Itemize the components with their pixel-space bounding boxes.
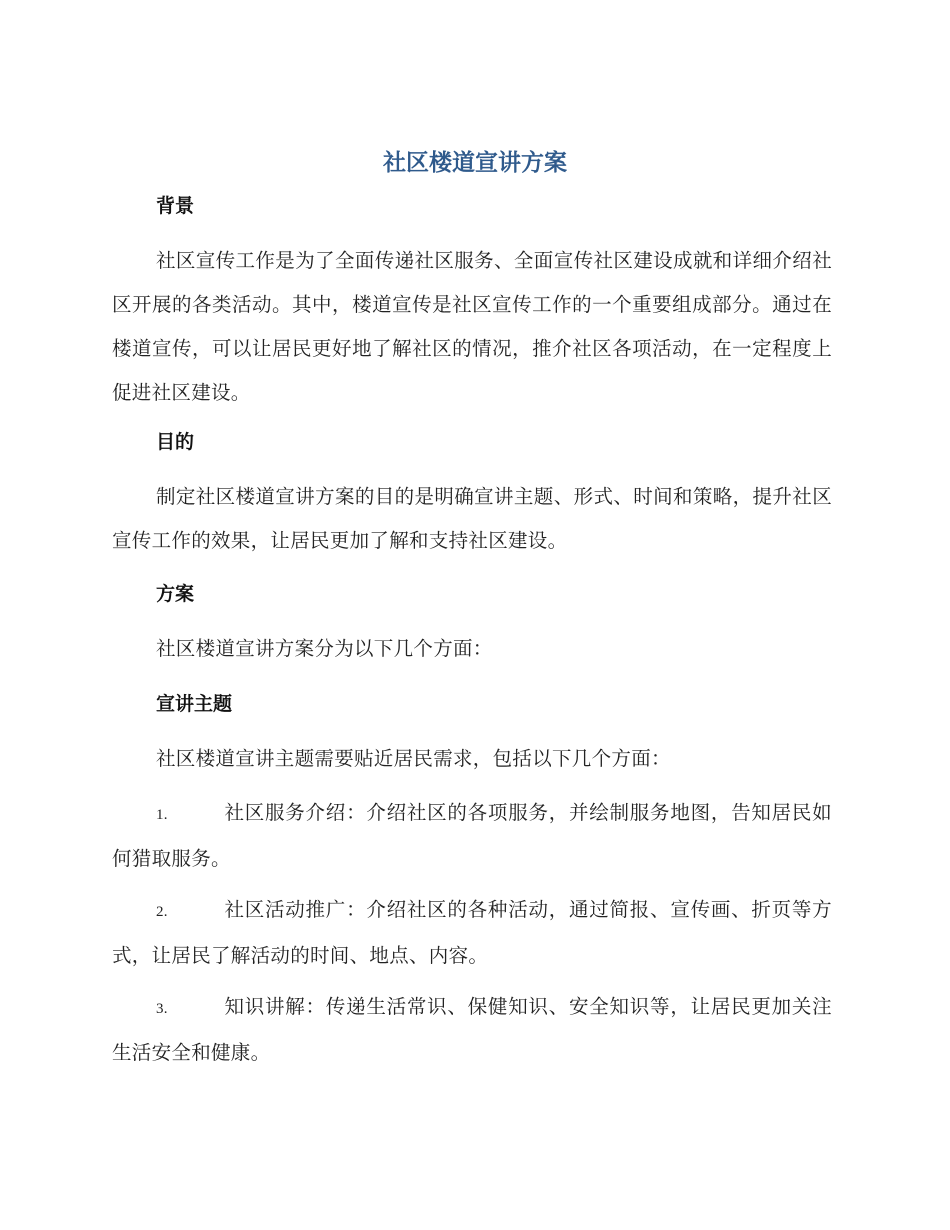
- list-item: [112, 888, 832, 978]
- document-title: 社区楼道宣讲方案: [383, 150, 567, 176]
- list-number: 3.: [156, 1001, 168, 1017]
- list-item-text: 社区服务介绍：介绍社区的各项服务，并绘制服务地图，告知居民如何猎取服务。: [112, 801, 832, 870]
- list-item: [112, 791, 832, 881]
- heading-purpose: 目的: [156, 431, 195, 453]
- list-number: 1.: [156, 807, 168, 823]
- list-number: 2.: [156, 904, 168, 920]
- list-item-text: 知识讲解：传递生活常识、保健知识、安全知识等，让居民更加关注生活安全和健康。: [112, 995, 832, 1064]
- paragraph-background: 社区宣传工作是为了全面传递社区服务、全面宣传社区建设成就和详细介绍社区开展的各类活动。其中，楼道宣传是社区宣传工作的一个重要组成部分。通过在楼道宣传，可以让居民更好地了解社区的情况，推介社区各项活动，在一定程度上促进社区建设。: [112, 249, 832, 404]
- heading-topics: 宣讲主题: [156, 693, 233, 715]
- paragraph-plan: 社区楼道宣讲方案分为以下几个方面：: [156, 637, 493, 660]
- heading-plan: 方案: [156, 583, 195, 605]
- paragraph-topics: 社区楼道宣讲主题需要贴近居民需求，包括以下几个方面：: [156, 747, 671, 770]
- heading-background: 背景: [156, 195, 195, 217]
- paragraph-purpose: 制定社区楼道宣讲方案的目的是明确宣讲主题、形式、时间和策略，提升社区宣传工作的效果，让居民更加了解和支持社区建设。: [112, 485, 832, 552]
- list-item-text: 社区活动推广：介绍社区的各种活动，通过简报、宣传画、折页等方式，让居民了解活动的时间、地点、内容。: [112, 898, 832, 967]
- list-item: [112, 985, 832, 1075]
